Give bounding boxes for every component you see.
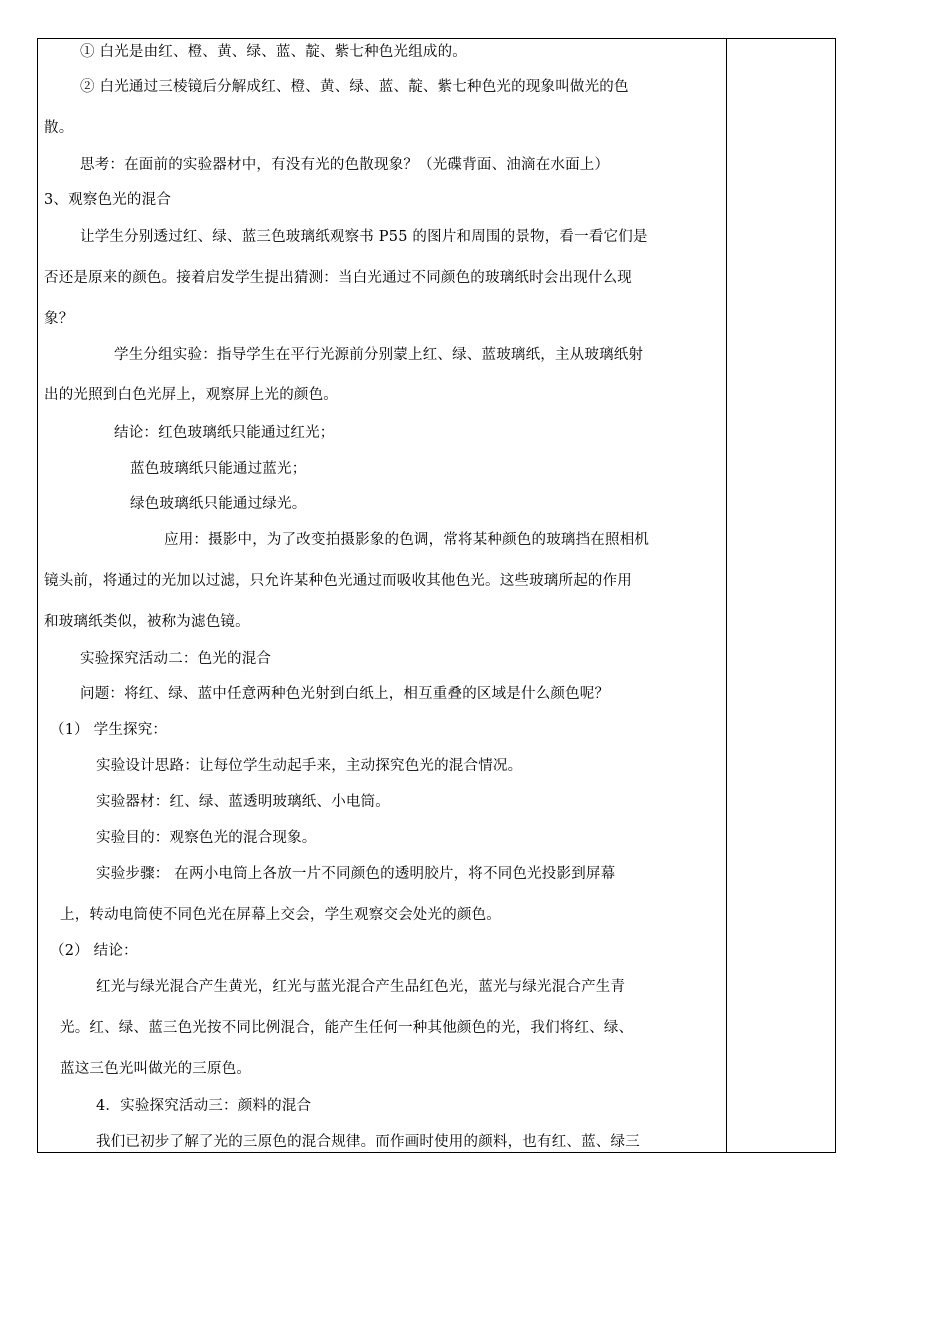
text-line: 实验目的：观察色光的混合现象。 [96,830,317,846]
text-line: 实验探究活动二：色光的混合 [80,651,272,667]
text-line: 思考：在面前的实验器材中，有没有光的色散现象？（光碟背面、油滴在水面上） [80,157,610,173]
text-line: （2） 结论： [50,943,138,959]
text-line: 实验器材：红、绿、蓝透明玻璃纸、小电筒。 [96,794,390,810]
text-line: 镜头前，将通过的光加以过滤，只允许某种色光通过而吸收其他色光。这些玻璃所起的作用 [44,573,632,589]
text-line: 上，转动电筒使不同色光在屏幕上交会，学生观察交会处光的颜色。 [60,907,501,923]
text-line: 散。 [44,120,74,136]
text-line: ① 白光是由红、橙、黄、绿、蓝、靛、紫七种色光组成的。 [80,44,468,60]
text-line: （1） 学生探究： [50,722,168,738]
text-line: ② 白光通过三棱镜后分解成红、橙、黄、绿、蓝、靛、紫七种色光的现象叫做光的色 [80,79,629,95]
text-line: 学生分组实验：指导学生在平行光源前分别蒙上红、绿、蓝玻璃纸，主从玻璃纸射 [114,347,644,363]
text-line: 实验设计思路：让每位学生动起手来，主动探究色光的混合情况。 [96,758,523,774]
column-divider [726,38,727,1153]
section-heading: 3、观察色光的混合 [44,192,172,208]
text-line: 蓝这三色光叫做光的三原色。 [60,1061,252,1077]
text-line: 实验步骤： 在两小电筒上各放一片不同颜色的透明胶片，将不同色光投影到屏幕 [96,866,616,882]
text-line: 出的光照到白色光屏上，观察屏上光的颜色。 [44,387,338,403]
text-line: 象？ [44,311,74,327]
text-line: 红光与绿光混合产生黄光，红光与蓝光混合产生品红色光，蓝光与绿光混合产生青 [96,979,626,995]
text-line: 光。红、绿、蓝三色光按不同比例混合，能产生任何一种其他颜色的光，我们将红、绿、 [60,1020,634,1036]
text-line: 让学生分别透过红、绿、蓝三色玻璃纸观察书 P55 的图片和周围的景物，看一看它们是 [80,229,648,245]
text-line: 否还是原来的颜色。接着启发学生提出猜测：当白光通过不同颜色的玻璃纸时会出现什么现 [44,270,632,286]
text-line: 和玻璃纸类似，被称为滤色镜。 [44,614,250,630]
text-line: 应用：摄影中，为了改变拍摄影象的色调，常将某种颜色的玻璃挡在照相机 [164,532,650,548]
section-heading: 4．实验探究活动三：颜料的混合 [96,1098,312,1114]
text-line: 问题：将红、绿、蓝中任意两种色光射到白纸上，相互重叠的区域是什么颜色呢？ [80,686,610,702]
text-line: 蓝色玻璃纸只能通过蓝光； [130,461,307,477]
text-line: 结论：红色玻璃纸只能通过红光； [114,425,335,441]
text-line: 我们已初步了解了光的三原色的混合规律。而作画时使用的颜料，也有红、蓝、绿三 [96,1134,640,1150]
text-line: 绿色玻璃纸只能通过绿光。 [130,496,307,512]
